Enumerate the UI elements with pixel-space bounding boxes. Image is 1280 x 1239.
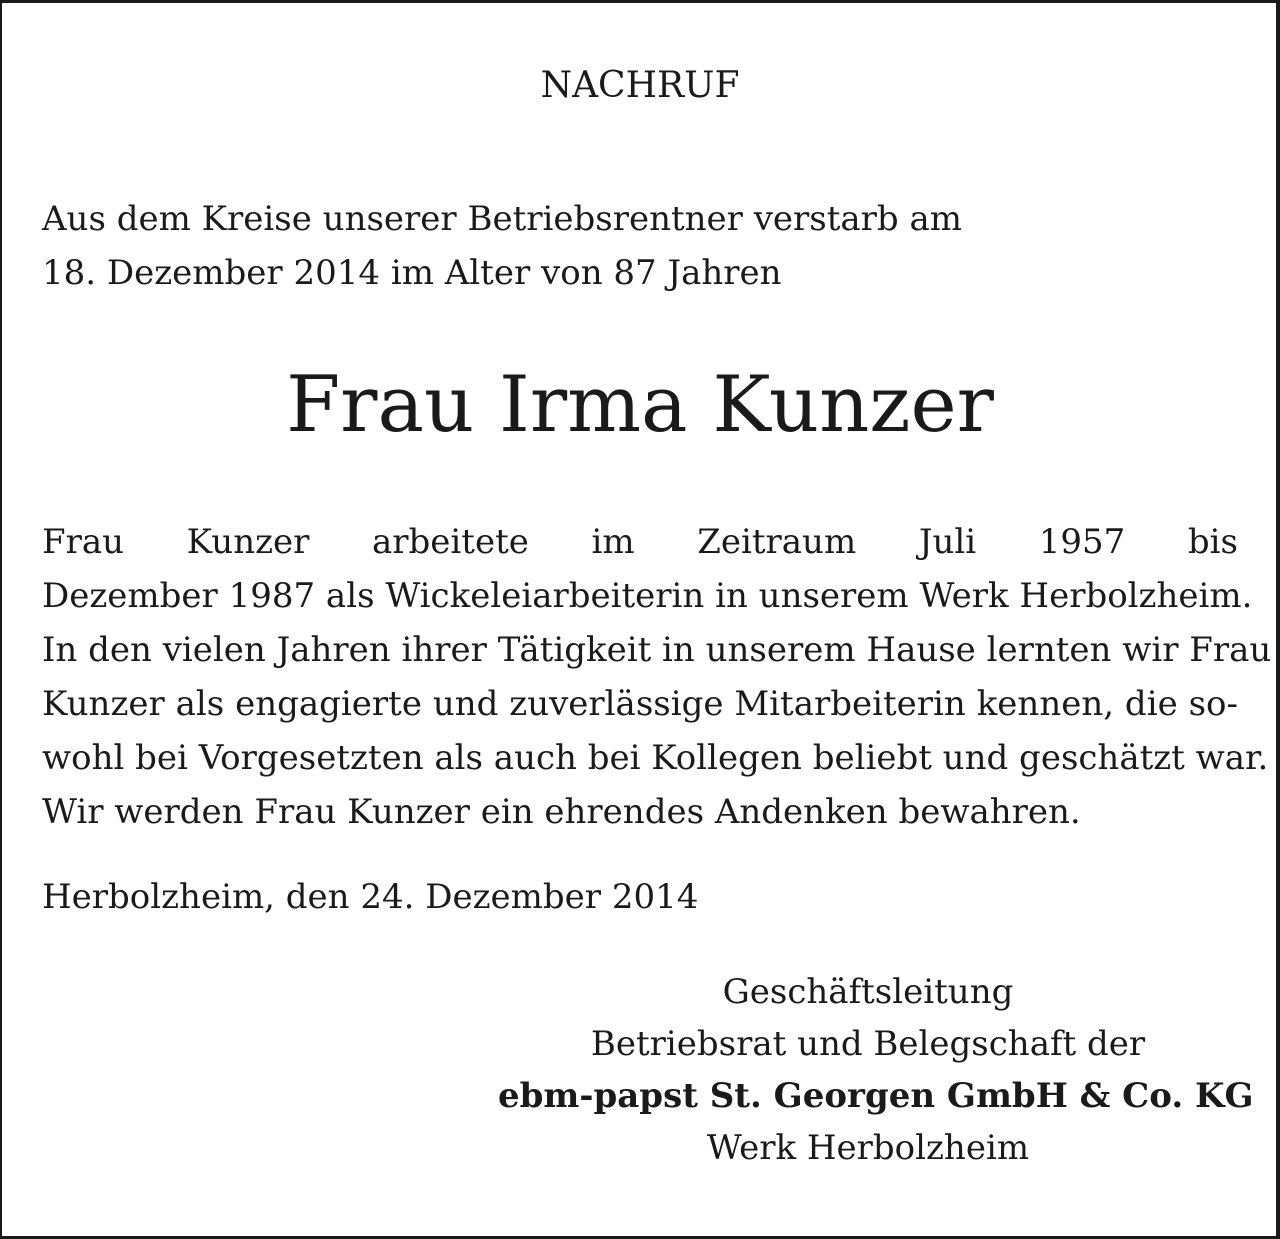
intro-line: 18. Dezember 2014 im Alter von 87 Jahren	[42, 253, 782, 293]
signature-company: ebm-papst St. Georgen GmbH & Co. KG	[498, 1076, 1254, 1116]
signature-works-council: Betriebsrat und Belegschaft der	[590, 1024, 1146, 1064]
body-line: Dezember 1987 als Wickeleiarbeiterin in unserem Werk Herbolzheim.	[42, 576, 1253, 616]
intro-text	[42, 192, 1238, 300]
intro-line: Aus dem Kreise unserer Betriebsrentner verstarb am	[42, 199, 963, 239]
notice-heading: NACHRUF	[540, 65, 740, 106]
body-line: Kunzer als engagierte und zuverlässige Mitarbeiterin kennen, die so-	[42, 684, 1238, 724]
body-line: Wir werden Frau Kunzer ein ehrendes Andenken bewahren.	[42, 792, 1081, 832]
signature-management: Geschäftsleitung	[722, 972, 1014, 1012]
body-paragraph	[42, 515, 1272, 839]
deceased-name: Frau Irma Kunzer	[286, 360, 994, 450]
signature-block	[498, 966, 1254, 1174]
signature-plant: Werk Herbolzheim	[706, 1128, 1030, 1168]
body-line: Frau Kunzer arbeitete im Zeitraum Juli 1957 bis	[42, 522, 1238, 562]
body-line: wohl bei Vorgesetzten als auch bei Kollegen beliebt und geschätzt war.	[42, 738, 1269, 778]
place-date: Herbolzheim, den 24. Dezember 2014	[42, 877, 699, 917]
body-line: In den vielen Jahren ihrer Tätigkeit in unserem Hause lernten wir Frau	[42, 630, 1272, 670]
